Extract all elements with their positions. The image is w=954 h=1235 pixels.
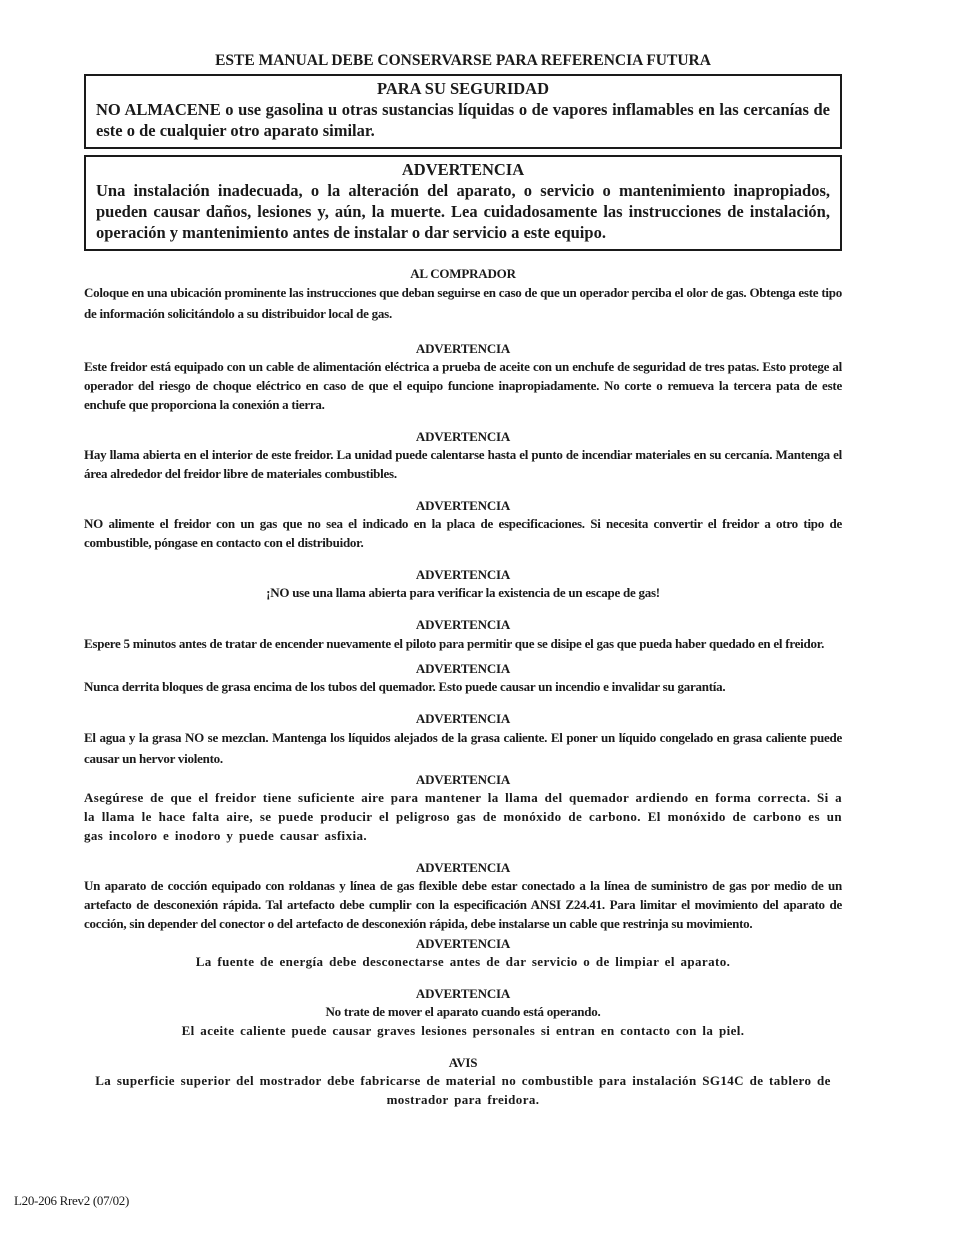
section-text: NO alimente el freidor con un gas que no sea el indicado en la placa de especificaciones. Si necesita convertir el freidor a otro tipo de combustible, póngase en contacto con el distribuidor. xyxy=(84,516,842,550)
section-warning-quick-disconnect xyxy=(84,859,842,933)
section-text: La superficie superior del mostrador debe fabricarse de material no combustible para instalación SG14C de tablero de mostrador para freidora. xyxy=(95,1073,831,1107)
section-warning-hot-oil xyxy=(84,985,842,1040)
section-title: AL COMPRADOR xyxy=(410,266,516,281)
section-title: ADVERTENCIA xyxy=(415,936,511,951)
section-text: Espere 5 minutos antes de tratar de encender nuevamente el piloto para permitir que se disipe el gas que pueda haber quedado en el freidor. xyxy=(84,636,825,651)
section-warning-gas-leak xyxy=(84,566,842,602)
warning-box xyxy=(84,155,842,251)
section-text-line1: No trate de mover el aparato cuando está operando. xyxy=(325,1004,601,1019)
section-text: El agua y la grasa NO se mezclan. Mantenga los líquidos alejados de la grasa caliente. El poner un líquido congelado en grasa caliente puede causar un hervor violento. xyxy=(84,730,842,766)
document-code: L20-206 Rrev2 (07/02) xyxy=(14,1193,130,1208)
section-title: ADVERTENCIA xyxy=(415,341,511,356)
section-warning-gas-type xyxy=(84,497,842,552)
section-text-line2: El aceite caliente puede causar graves lesiones personales si entran en contacto con la piel. xyxy=(181,1023,745,1038)
warning-box-title: ADVERTENCIA xyxy=(401,160,525,179)
section-title: ADVERTENCIA xyxy=(415,986,511,1001)
section-warning-water-grease xyxy=(84,710,842,769)
section-title: ADVERTENCIA xyxy=(415,661,511,676)
section-text: Coloque en una ubicación prominente las instrucciones que deban seguirse en caso de que un operador perciba el olor de gas. Obtenga este tipo de información solicitándolo a su distribuidor local de gas. xyxy=(84,285,842,321)
manual-header: ESTE MANUAL DEBE CONSERVARSE PARA REFERENCIA FUTURA xyxy=(215,52,711,69)
section-text: ¡NO use una llama abierta para verificar la existencia de un escape de gas! xyxy=(266,585,660,600)
section-title: AVIS xyxy=(448,1055,478,1070)
section-title: ADVERTENCIA xyxy=(415,567,511,582)
section-text: Un aparato de cocción equipado con roldanas y línea de gas flexible debe estar conectado a la línea de suministro de gas por medio de un artefacto de desconexión rápida. Tal artefacto debe cumplir con la especificación ANSI Z24.41. Para limitar el movimiento del aparato de cocción, sin depender del conector o del artefacto de desconexión rápida, debe instalarse un cable que restrinja su movimiento. xyxy=(84,878,842,931)
section-warning-disconnect-power xyxy=(84,935,842,971)
section-text: Hay llama abierta en el interior de este freidor. La unidad puede calentarse hasta el punto de incendiar materiales en su cercanía. Mantenga el área alrededor del freidor libre de materiales combustibles. xyxy=(84,447,842,481)
section-title: ADVERTENCIA xyxy=(415,617,511,632)
safety-box-text: NO ALMACENE o use gasolina u otras sustancias líquidas o de vapores inflamables en las cercanías de este o de cualquier otro aparato similar. xyxy=(96,100,830,140)
section-warning-air-supply xyxy=(84,771,842,845)
section-title: ADVERTENCIA xyxy=(415,860,511,875)
section-warning-pilot xyxy=(84,616,842,654)
section-title: ADVERTENCIA xyxy=(415,772,511,787)
section-warning-power-cord xyxy=(84,340,842,414)
section-title: ADVERTENCIA xyxy=(415,429,511,444)
section-text: Asegúrese de que el freidor tiene suficiente aire para mantener la llama del quemador ardiendo en forma correcta. Si a la llama le hace falta aire, se puede producir el peligroso gas de monóxido de carbono. El monóxido de carbono es un gas incoloro e inodoro y puede causar asfixia. xyxy=(84,790,842,843)
section-title: ADVERTENCIA xyxy=(415,498,511,513)
warning-box-text: Una instalación inadecuada, o la alteración del aparato, o servicio o mantenimiento inapropiados, pueden causar daños, lesiones y, aún, la muerte. Lea cuidadosamente las instrucciones de instalación, operación y mantenimiento antes de instalar o dar servicio a este equipo. xyxy=(96,181,830,242)
section-notice-countertop xyxy=(84,1054,842,1109)
section-warning-grease-blocks xyxy=(84,660,842,696)
safety-box-title: PARA SU SEGURIDAD xyxy=(376,79,550,98)
section-purchaser xyxy=(84,265,842,324)
manual-page xyxy=(84,52,842,1123)
section-text: Este freidor está equipado con un cable de alimentación eléctrica a prueba de aceite con un enchufe de seguridad de tres patas. Esto protege al operador del riesgo de choque eléctrico en caso de que el equipo funcione inapropiadamente. No corte o remueva la tercera pata de este enchufe que proporciona la conexión a tierra. xyxy=(84,359,842,412)
safety-box xyxy=(84,74,842,149)
section-text: Nunca derrita bloques de grasa encima de los tubos del quemador. Esto puede causar un incendio e invalidar su garantía. xyxy=(84,679,726,694)
section-text: La fuente de energía debe desconectarse antes de dar servicio o de limpiar el aparato. xyxy=(195,954,731,969)
section-warning-open-flame xyxy=(84,428,842,483)
sections xyxy=(84,265,842,1109)
section-title: ADVERTENCIA xyxy=(415,711,511,726)
